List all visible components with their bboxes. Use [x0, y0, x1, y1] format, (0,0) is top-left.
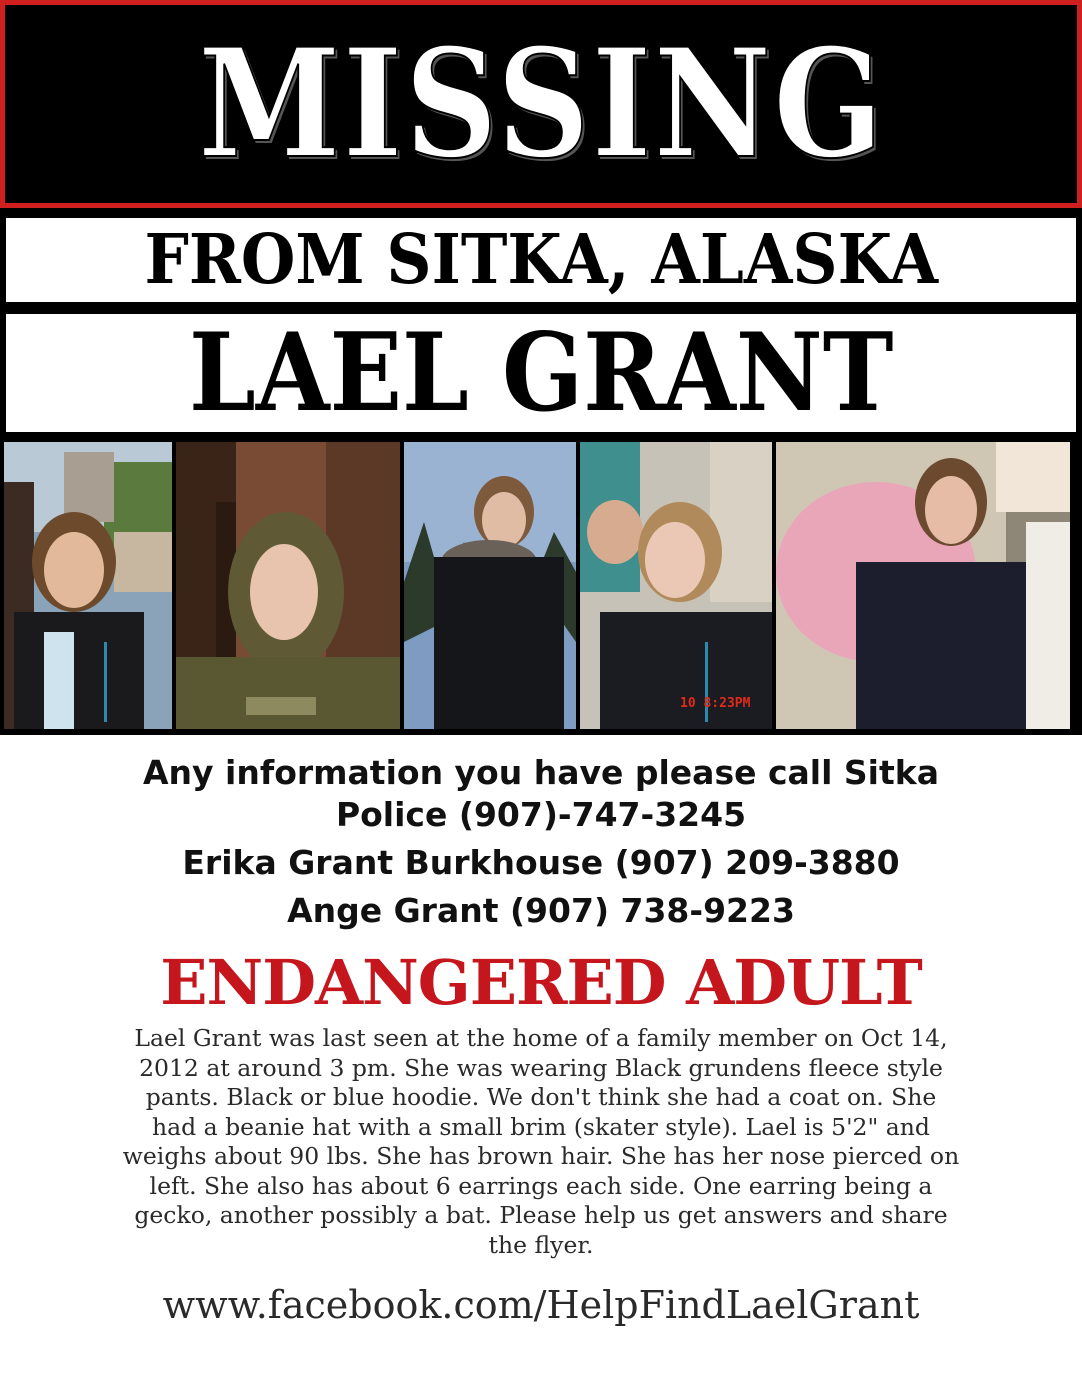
headline-missing: MISSING — [197, 16, 885, 192]
contact-info — [0, 752, 1082, 932]
contact-line-1: Any information you have please call Sitka — [143, 753, 939, 792]
location-text: FROM SITKA, ALASKA — [144, 220, 938, 300]
photo-4-image — [580, 442, 772, 729]
photo-5 — [776, 442, 1070, 729]
photo-5-image — [776, 442, 1070, 729]
missing-banner — [0, 0, 1082, 208]
contact-line-2: Police (907)-747-3245 — [335, 795, 747, 834]
status-heading: ENDANGERED ADULT — [160, 946, 922, 1019]
website-link[interactable]: www.facebook.com/HelpFindLaelGrant — [162, 1283, 920, 1327]
location-strip — [0, 208, 1082, 308]
photo-timestamp: 10 8:23PM — [680, 696, 751, 711]
description-text: Lael Grant was last seen at the home of a family member on Oct 14, 2012 at around 3 pm. She was wearing Black grundens fleece style pants. Black or blue hoodie. We don't think she had a coat on. She had a beanie hat with a small brim (skater style). Lael is 5'2" and weighs about 90 lbs. She has brown hair. She has her nose pierced on left. She also has about 6 earrings each side. One earring being a gecko, another possibly a bat. Please help us get answers and share the flyer. — [122, 1024, 960, 1259]
contact-line-4: Ange Grant (907) 738-9223 — [287, 891, 795, 930]
name-strip — [0, 308, 1082, 438]
photo-2-image — [176, 442, 400, 729]
photo-3-image — [404, 442, 576, 729]
photo-3 — [404, 442, 576, 729]
missing-banner-inner — [5, 5, 1077, 203]
photo-4 — [580, 442, 772, 729]
photo-1 — [4, 442, 172, 729]
photo-1-image — [4, 442, 172, 729]
name-strip-inner — [6, 310, 1076, 436]
location-strip-inner — [6, 218, 1076, 302]
photo-strip — [0, 438, 1082, 735]
person-name: LAEL GRANT — [188, 310, 894, 436]
photo-2 — [176, 442, 400, 729]
contact-line-3: Erika Grant Burkhouse (907) 209-3880 — [182, 843, 900, 882]
